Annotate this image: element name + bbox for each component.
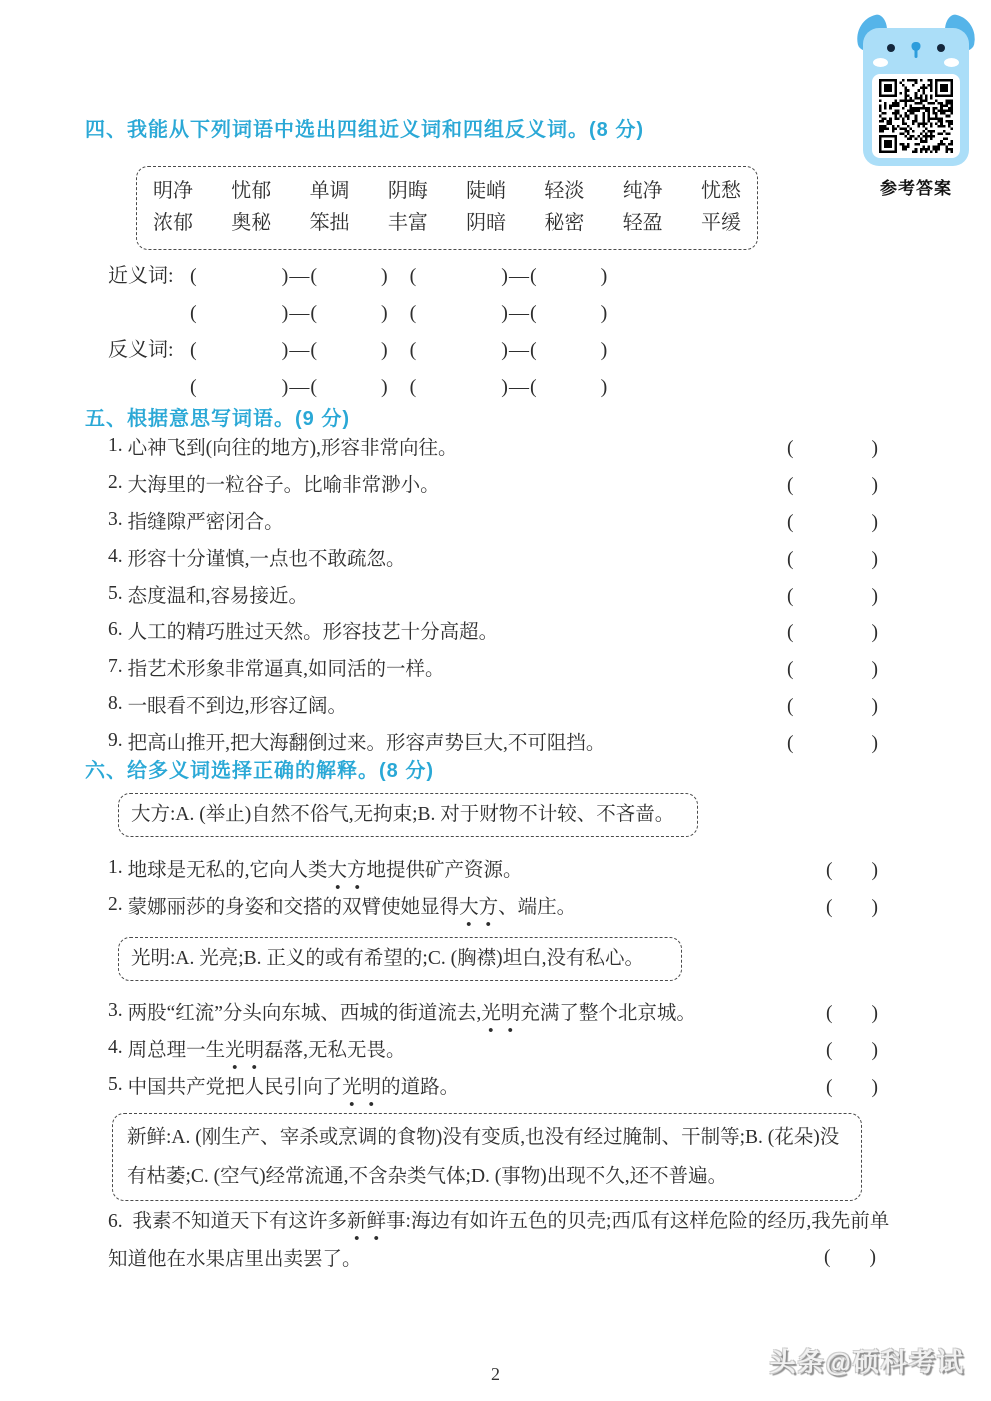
multi-meaning-item-6 [108,1203,890,1279]
text-post: 的道路。 [381,1076,460,1098]
word: 单调 [309,180,350,202]
question-number: 1. [108,857,123,879]
answer-blanks: ( )—( ) ( )—( ) [190,302,609,324]
word: 平缓 [700,212,741,234]
definition-text: 光明:A. 光亮;B. 正义的或有希望的;C. (胸襟)坦白,没有私心。 [131,948,644,969]
definition-text: 大方:A. (举止)自然不俗气,无拘束;B. 对于财物不计较、不吝啬。 [131,804,675,825]
word: 奥秘 [231,212,272,234]
answer-blank: ( ) [826,1076,878,1098]
word: 丰富 [387,212,428,234]
question-text: 把高山推开,把大海翻倒过来。形容声势巨大,不可阻挡。 [127,732,606,754]
question-number: 3. [108,508,123,530]
definition-text: 新鲜:A. (刚生产、宰杀或烹调的食物)没有变质,也没有经过腌制、干制等;B. (花朵)没有枯萎;C. (空气)经常流通,不含杂类气体;D. (事物)出现不久,还不普遍。 [127,1127,840,1187]
question-number: 5. [108,1073,123,1095]
question-row [108,1030,878,1067]
text-post: 充满了整个北京城。 [520,1003,696,1025]
text-pre: 中国共产党把人民引向了 [127,1076,343,1098]
question-row [108,649,878,686]
section-four-heading: 四、我能从下列词语中选出四组近义词和四组反义词。(8 分) [85,119,644,141]
question-number: 4. [108,1037,123,1059]
question-text [128,997,826,1025]
word: 阴暗 [466,212,507,234]
word: 阴晦 [387,180,428,202]
question-number: 6. [108,1211,123,1232]
question-text: 一眼看不到边,形容辽阔。 [127,695,348,717]
definition-question-list [108,428,878,759]
pet-cheek-right-icon [944,58,959,67]
answer-blank: ( ) [787,438,878,460]
question-number: 5. [108,582,123,604]
question-row [108,428,878,465]
question-row [108,1067,878,1104]
synonym-antonym-answers [108,255,608,403]
word: 轻盈 [622,212,663,234]
text-post: 、端庄。 [498,897,577,919]
qr-label: 参考答案 [880,179,952,198]
question-row [108,575,878,612]
answer-blank: ( ) [787,732,878,754]
answer-blank: ( ) [787,511,878,533]
question-text: 指艺术形象非常逼真,如同活的一样。 [127,659,445,681]
word: 明净 [153,180,193,202]
word: 秘密 [544,212,585,234]
answer-blank: ( ) [787,548,878,570]
question-number: 2. [108,894,123,916]
pet-cheek-left-icon [873,58,888,67]
watermark: 头条@硕科考试 [769,1347,965,1377]
emphasized-word: 新鲜 [347,1211,386,1241]
answer-blanks: ( )—( ) ( )—( ) [190,376,609,398]
text-pre: 蒙娜丽莎的身姿和交搭的双臂使她显得 [127,897,460,919]
word: 轻淡 [544,180,585,202]
question-number: 3. [108,1000,123,1022]
question-text [128,854,826,882]
question-number: 9. [108,729,123,751]
question-number: 1. [108,435,123,457]
question-text: 大海里的一粒谷子。比喻非常渺小。 [127,475,440,497]
emphasized-word: 光明 [342,1077,381,1107]
answer-blank: ( ) [787,695,878,717]
pet-nose-icon [912,42,921,51]
word: 笨拙 [309,212,350,234]
text-pre: 我素不知道天下有这许多 [132,1211,348,1232]
question-text: 形容十分谨慎,一点也不敢疏忽。 [127,548,406,570]
answer-blank: ( ) [826,897,878,919]
question-text: 指缝隙严密闭合。 [127,511,284,533]
antonym-label: 反义词: [108,339,174,361]
question-number: 2. [108,472,123,494]
text-pre: 周总理一生 [127,1040,226,1062]
word: 忧郁 [231,180,272,202]
word: 陡峭 [466,180,507,202]
question-row [108,993,878,1030]
emphasized-word: 大方 [328,860,367,890]
question-row [108,850,878,887]
answer-blank: ( ) [824,1247,876,1268]
answer-qr-widget [863,28,969,199]
question-row [108,502,878,539]
question-row [108,686,878,723]
question-number: 6. [108,619,123,641]
text-post: 磊落,无私无畏。 [264,1040,406,1062]
word: 浓郁 [153,212,193,234]
definition-box-dafang [118,793,698,837]
qr-card [872,74,960,158]
question-text: 心神飞到(向往的地方),形容非常向往。 [127,438,458,460]
synonym-label: 近义词: [108,265,174,287]
text-pre: 地球是无私的,它向人类 [127,860,328,882]
definition-box-xinxian [112,1113,862,1201]
word-bank-row-2 [153,207,741,239]
text-post: 地提供矿产资源。 [366,860,523,882]
word-bank-row-1 [153,175,741,207]
question-text [108,1211,889,1270]
section-six-heading: 六、给多义词选择正确的解释。(8 分) [85,760,434,782]
answer-blank: ( ) [787,475,878,497]
answer-row-synonyms-1 [108,255,608,292]
answer-blank: ( ) [787,585,878,607]
answer-row-antonyms-2 [108,366,608,403]
question-text [128,891,826,919]
emphasized-word: 大方 [459,897,498,927]
answer-row-antonyms-1 [108,329,608,366]
answer-blanks: ( )—( ) ( )—( ) [190,339,609,361]
definition-box-guangming [118,937,682,981]
pet-frame [863,28,969,166]
text-post: 事:海边有如许五色的贝壳;西瓜有这样危险的经历,我先前单知道他在水果店里出卖罢了。 [108,1211,890,1270]
page-number: 2 [491,1364,500,1384]
answer-blank: ( ) [826,1040,878,1062]
pet-eye-right-icon [937,44,945,52]
word: 纯净 [622,180,663,202]
answer-blank: ( ) [787,622,878,644]
word: 忧愁 [700,180,741,202]
question-row [108,612,878,649]
text-pre: 两股“红流”分头向东城、西城的街道流去, [127,1003,482,1025]
question-row [108,465,878,502]
answer-blanks: ( )—( ) ( )—( ) [190,265,609,287]
emphasized-word: 光明 [481,1003,520,1033]
answer-blank: ( ) [787,659,878,681]
question-text: 态度温和,容易接近。 [127,585,309,607]
question-row [108,887,878,924]
emphasized-word: 光明 [225,1040,264,1070]
question-text [128,1034,826,1062]
word-bank-box [136,166,758,250]
question-row [108,538,878,575]
answer-blank: ( ) [826,1003,878,1025]
multi-meaning-items-1-2 [108,850,878,924]
section-five-heading: 五、根据意思写词语。(9 分) [85,408,350,430]
qr-code-icon[interactable] [879,79,953,153]
question-number: 8. [108,692,123,714]
question-number: 7. [108,656,123,678]
answer-blank: ( ) [826,860,878,882]
answer-row-synonyms-2 [108,292,608,329]
question-number: 4. [108,545,123,567]
question-text: 人工的精巧胜过天然。形容技艺十分高超。 [127,622,499,644]
pet-eye-left-icon [887,44,895,52]
multi-meaning-items-3-5 [108,993,878,1103]
question-text [128,1071,826,1099]
